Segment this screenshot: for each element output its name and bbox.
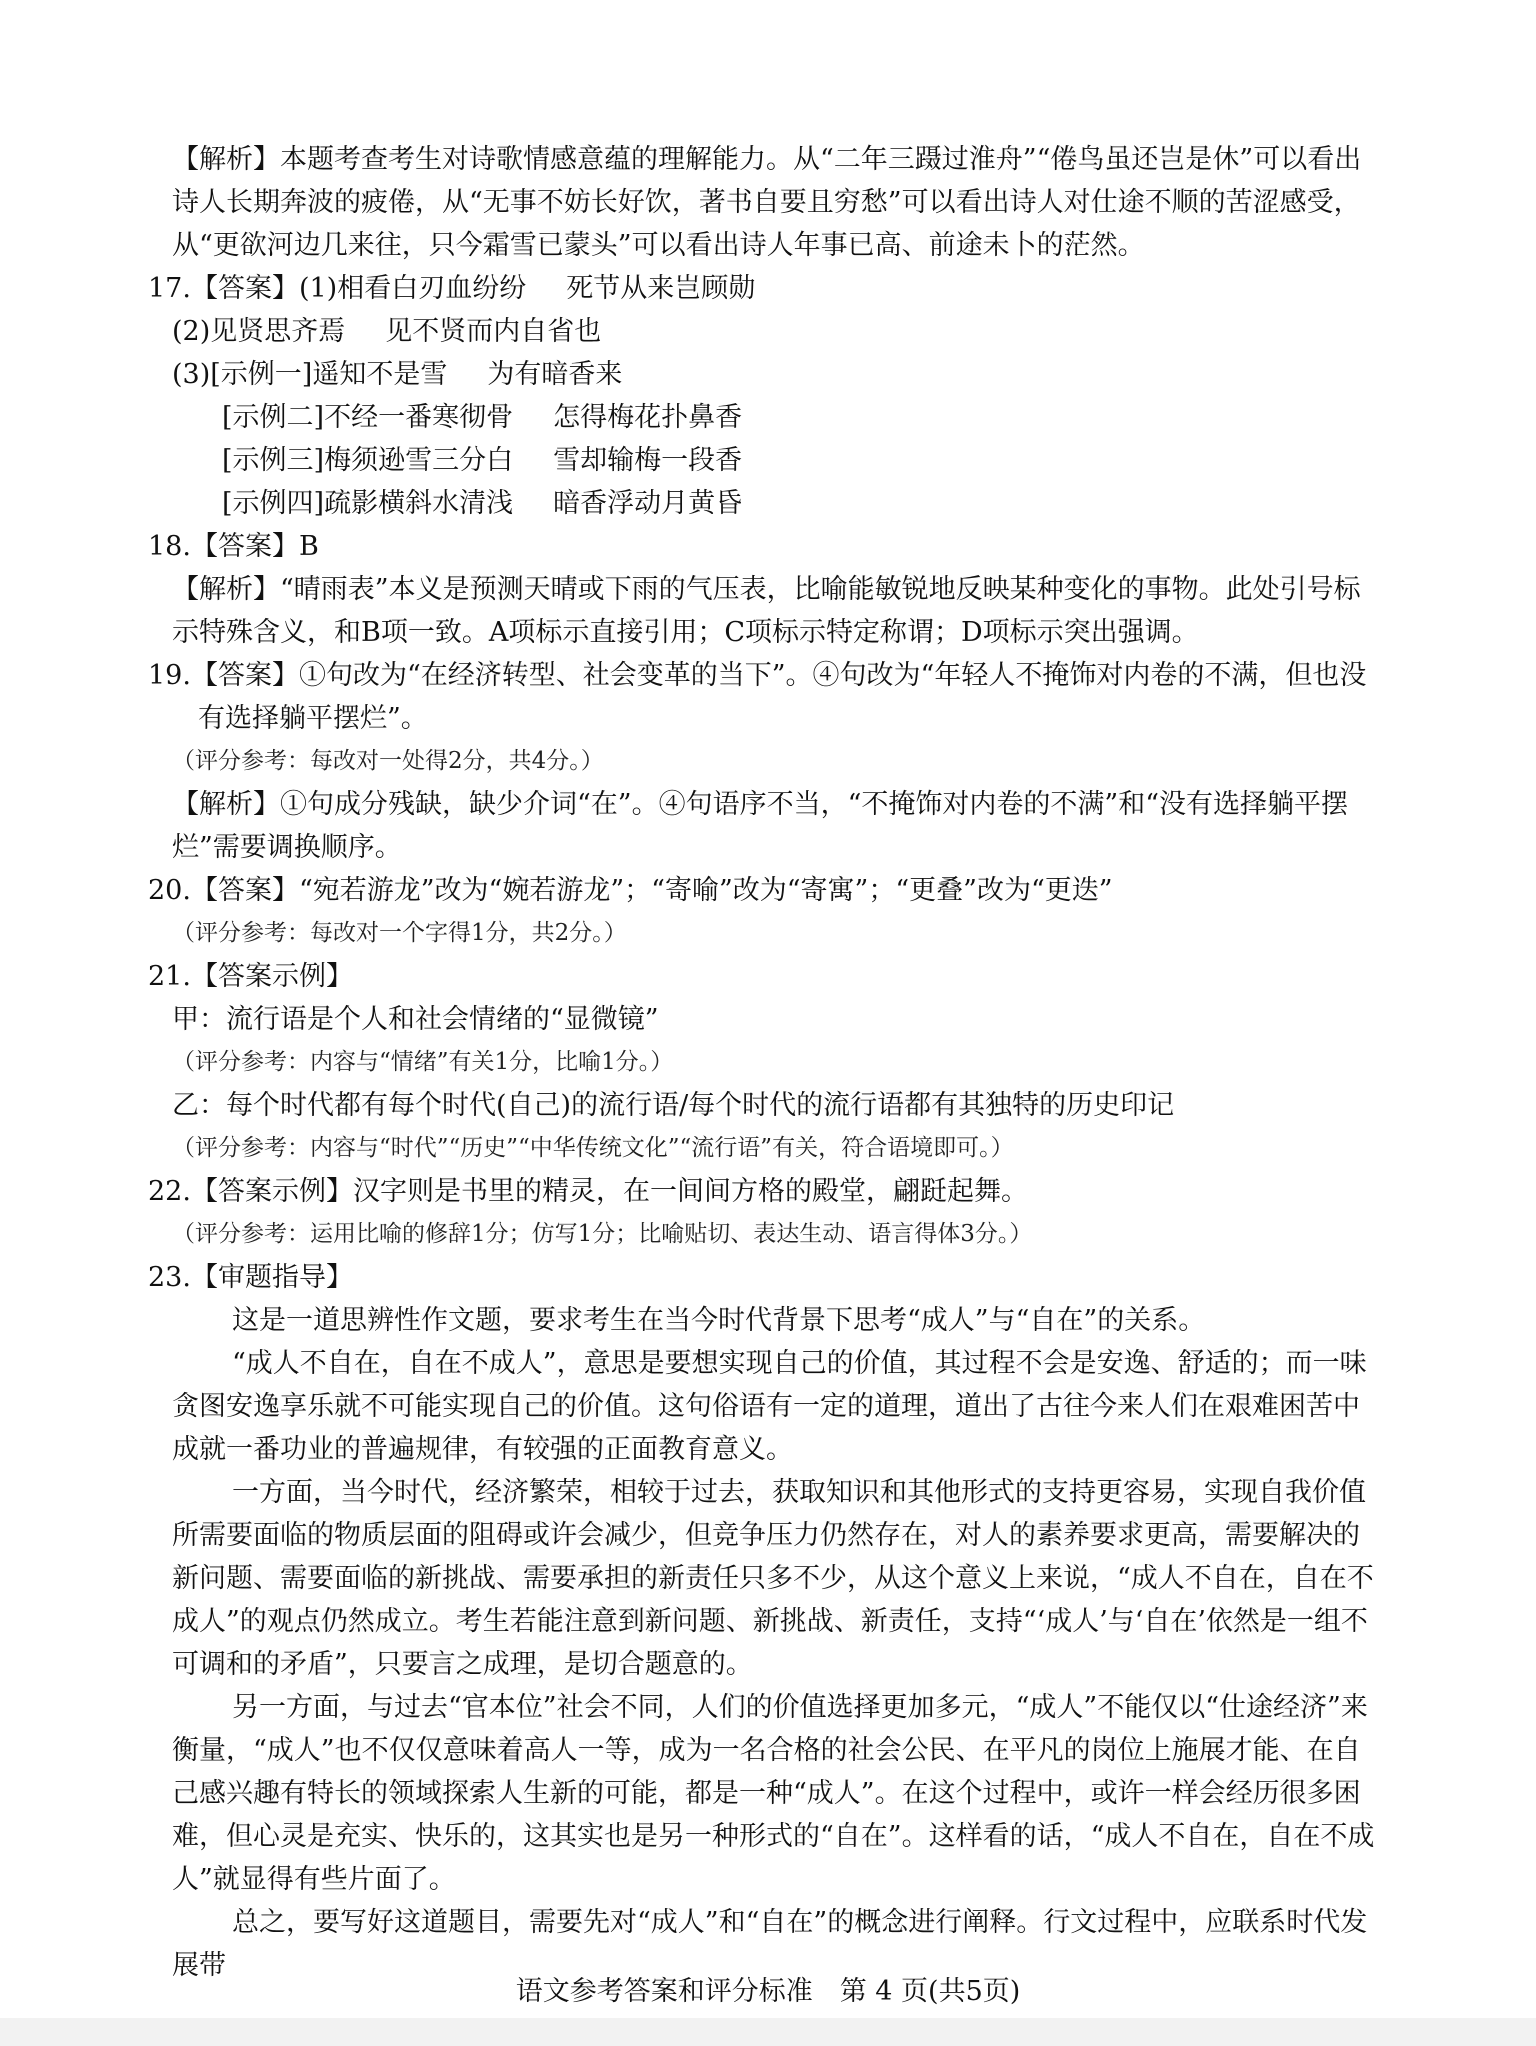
q17-answer-1: (1)相看白刃血纷纷 xyxy=(298,273,527,304)
q17-example-2-b: 怎得梅花扑鼻香 xyxy=(553,402,743,433)
q17-answer-1b: 死节从来岂顾勋 xyxy=(566,273,756,304)
q18-answer: 18.【答案】B xyxy=(148,531,319,562)
q21-jia: 甲：流行语是个人和社会情绪的“显微镜” xyxy=(172,1004,659,1035)
bottom-margin-strip xyxy=(0,2018,1536,2046)
q21-yi-score: （评分参考：内容与“时代”“历史”“中华传统文化”“流行语”有关，符合语境即可。） xyxy=(172,1135,1014,1161)
q23-label: 23.【审题指导】 xyxy=(148,1262,353,1293)
q17-example-4-b: 暗香浮动月黄昏 xyxy=(553,488,743,519)
q17-example-3 xyxy=(148,439,1378,482)
q17-answer-3: (3)[示例一]遥知不是雪 xyxy=(172,359,448,390)
q23-paragraph-1: 这是一道思辨性作文题，要求考生在当今时代背景下思考“成人”与“自在”的关系。 xyxy=(232,1305,1206,1336)
q23-paragraph-4: 另一方面，与过去“官本位”社会不同，人们的价值选择更加多元，“成人”不能仅以“仕途经济”来衡量，“成人”也不仅仅意味着高人一等，成为一名合格的社会公民、在平凡的岗位上施展才能、在自己感兴趣有特长的领域探索人生新的可能，都是一种“成人”。在这个过程中，或许一样会经历很多困难，但心灵是充实、快乐的，这其实也是另一种形式的“自在”。这样看的话，“成人不自在，自在不成人”就显得有些片面了。 xyxy=(172,1692,1375,1895)
q21-yi: 乙：每个时代都有每个时代(自己)的流行语/每个时代的流行语都有其独特的历史印记 xyxy=(172,1090,1175,1121)
q17-example-3-a: [示例三]梅须逊雪三分白 xyxy=(222,445,514,476)
q21-label: 21.【答案示例】 xyxy=(148,961,353,992)
q17-answer-2: (2)见贤思齐焉 xyxy=(172,316,346,347)
q19-analysis: 【解析】①句成分残缺，缺少介词“在”。④句语序不当，“不掩饰对内卷的不满”和“没有选择躺平摆烂”需要调换顺序。 xyxy=(172,789,1349,863)
q17-answer-3b: 为有暗香来 xyxy=(487,359,623,390)
q23-paragraph-5: 总之，要写好这道题目，需要先对“成人”和“自在”的概念进行阐释。行文过程中，应联系时代发展带 xyxy=(172,1907,1368,1981)
q22-score: （评分参考：运用比喻的修辞1分；仿写1分；比喻贴切、表达生动、语言得体3分。） xyxy=(172,1221,1033,1247)
q17-label: 17.【答案】 xyxy=(148,273,299,304)
q22-answer: 22.【答案示例】汉字则是书里的精灵，在一间间方格的殿堂，翩跹起舞。 xyxy=(148,1176,1028,1207)
q23-paragraph-3: 一方面，当今时代，经济繁荣，相较于过去，获取知识和其他形式的支持更容易，实现自我价值所需要面临的物质层面的阻碍或许会减少，但竞争压力仍然存在，对人的素养要求更高，需要解决的新问题、需要面临的新挑战、需要承担的新责任只多不少，从这个意义上来说，“成人不自在，自在不成人”的观点仍然成立。考生若能注意到新问题、新挑战、新责任，支持“‘成人’与‘自在’依然是一组不可调和的矛盾”，只要言之成理，是切合题意的。 xyxy=(172,1477,1374,1680)
page-content xyxy=(148,138,1378,1987)
q17-example-2 xyxy=(148,396,1378,439)
q17-example-4-a: [示例四]疏影横斜水清浅 xyxy=(222,488,514,519)
q19-score: （评分参考：每改对一处得2分，共4分。） xyxy=(172,748,604,774)
q17-line-2 xyxy=(148,310,1378,353)
q17-example-2-a: [示例二]不经一番寒彻骨 xyxy=(222,402,514,433)
q17-block xyxy=(148,267,1378,310)
q23-paragraph-2: “成人不自在，自在不成人”，意思是要想实现自己的价值，其过程不会是安逸、舒适的；而一味贪图安逸享乐就不可能实现自己的价值。这句俗语有一定的道理，道出了古往今来人们在艰难困苦中成就一番功业的普遍规律，有较强的正面教育意义。 xyxy=(172,1348,1367,1465)
q17-line-3 xyxy=(148,353,1378,396)
q21-jia-score: （评分参考：内容与“情绪”有关1分，比喻1分。） xyxy=(172,1049,674,1075)
q17-example-4 xyxy=(148,482,1378,525)
q20-score: （评分参考：每改对一个字得1分，共2分。） xyxy=(172,920,627,946)
q17-example-3-b: 雪却输梅一段香 xyxy=(553,445,743,476)
q18-analysis: 【解析】“晴雨表”本义是预测天晴或下雨的气压表，比喻能敏锐地反映某种变化的事物。此处引号标示特殊含义，和B项一致。A项标示直接引用；C项标示特定称谓；D项标示突出强调。 xyxy=(172,574,1361,648)
q19-answer: 19.【答案】①句改为“在经济转型、社会变革的当下”。④句改为“年轻人不掩饰对内卷的不满，但也没有选择躺平摆烂”。 xyxy=(148,660,1367,734)
q16-analysis: 【解析】本题考查考生对诗歌情感意蕴的理解能力。从“二年三蹑过淮舟”“倦鸟虽还岂是休”可以看出诗人长期奔波的疲倦，从“无事不妨长好饮，著书自要且穷愁”可以看出诗人对仕途不顺的苦涩感受，从“更欲河边几来往，只今霜雪已蒙头”可以看出诗人年事已高、前途未卜的茫然。 xyxy=(172,144,1362,261)
q17-answer-2b: 见不贤而内自省也 xyxy=(385,316,602,347)
q20-answer: 20.【答案】“宛若游龙”改为“婉若游龙”；“寄喻”改为“寄寓”；“更叠”改为“更迭” xyxy=(148,875,1113,906)
page-footer: 语文参考答案和评分标准 第 4 页(共5页) xyxy=(515,1976,1021,2007)
